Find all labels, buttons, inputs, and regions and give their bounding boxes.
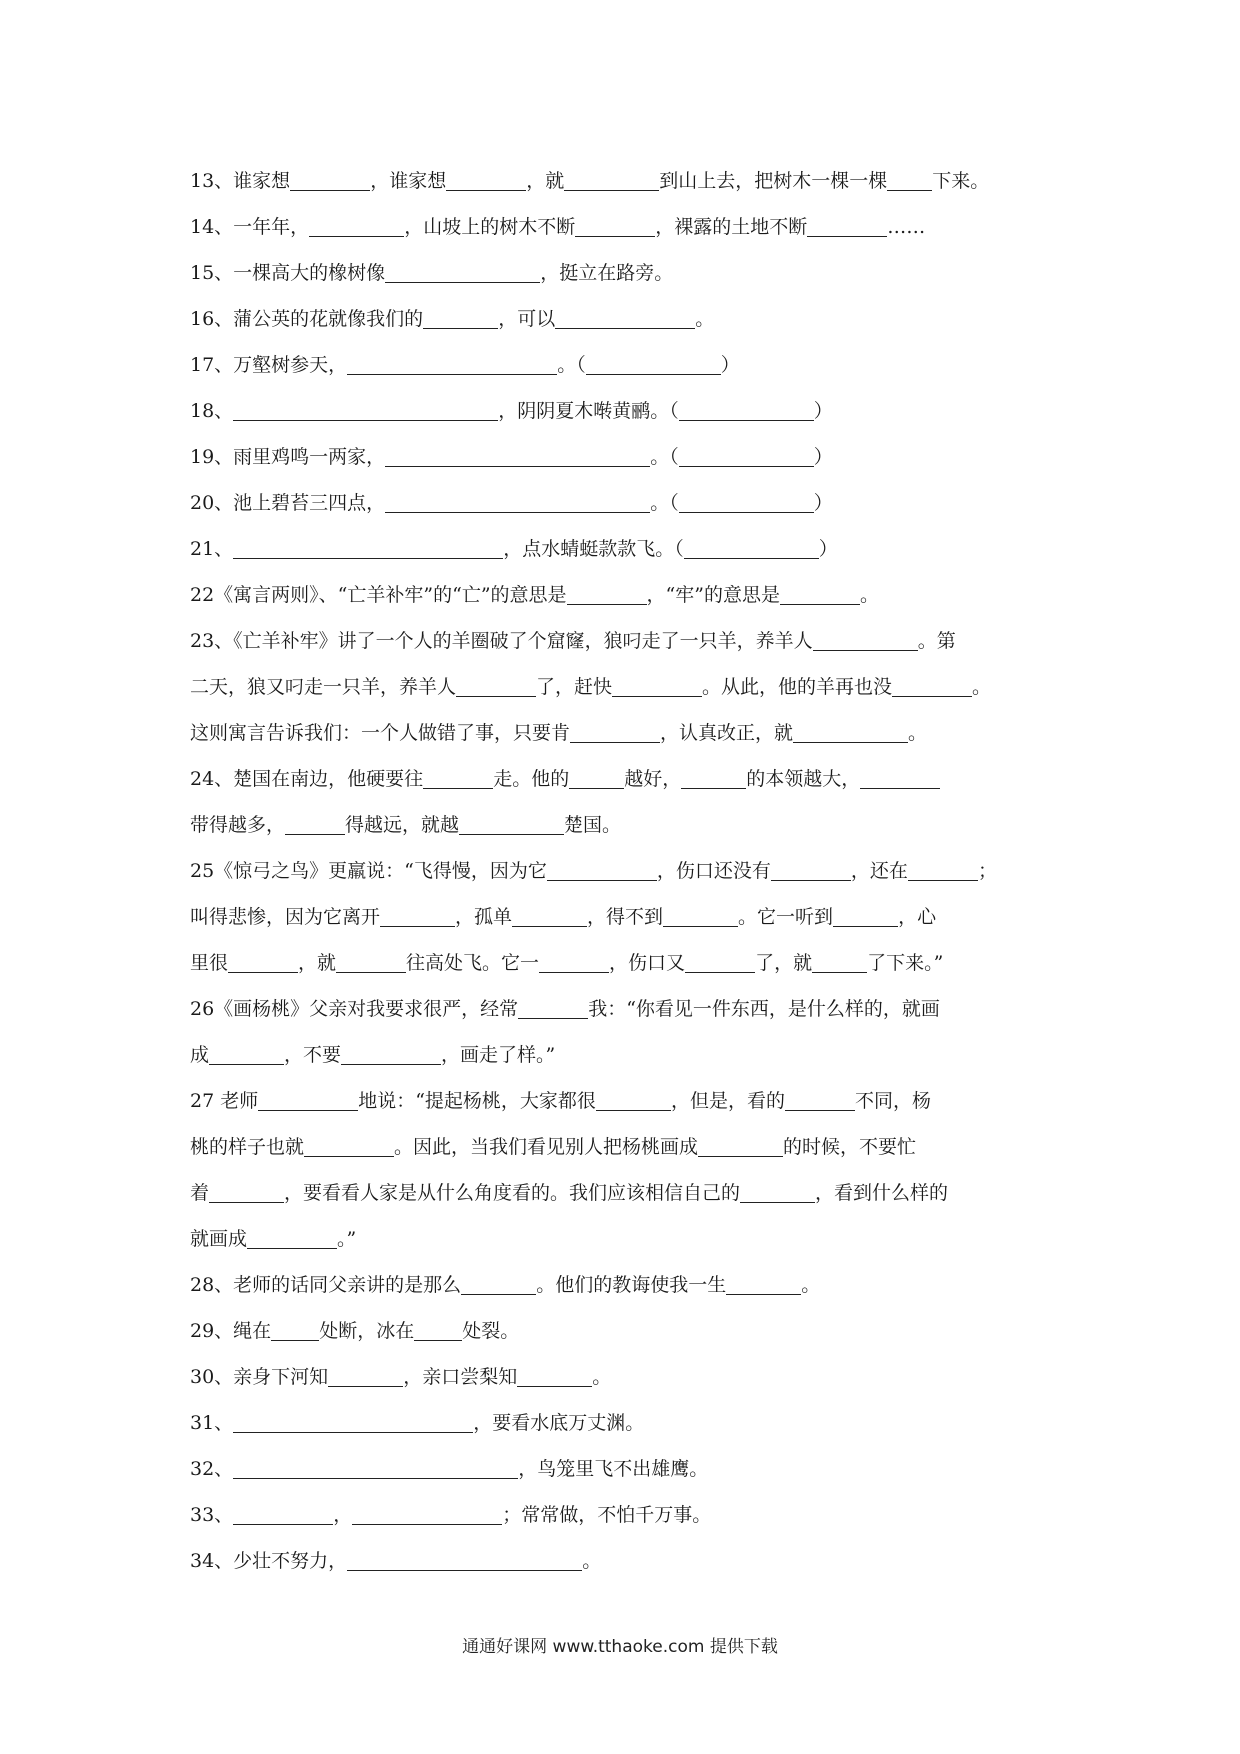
answer-blank[interactable] (233, 1456, 518, 1479)
question-33 (190, 1492, 1060, 1538)
answer-blank[interactable] (564, 168, 659, 191)
answer-blank[interactable] (385, 490, 650, 513)
text: 走。他的 (493, 768, 570, 790)
question-24-cont (190, 802, 1060, 848)
answer-blank[interactable] (793, 720, 908, 743)
text: ，伤口又 (609, 952, 686, 974)
question-20 (190, 480, 1060, 526)
text: 26《画杨桃》父亲对我要求很严，经常 (190, 998, 519, 1020)
text: ，得不到 (587, 906, 664, 928)
answer-blank[interactable] (290, 168, 370, 191)
text: …… (887, 216, 926, 238)
text: 。” (337, 1228, 357, 1250)
answer-blank[interactable] (347, 1548, 582, 1571)
text: 19、雨里鸡鸣一两家， (190, 446, 386, 468)
answer-blank[interactable] (684, 536, 819, 559)
answer-blank[interactable] (233, 398, 498, 421)
answer-blank[interactable] (209, 1180, 284, 1203)
text: ） (818, 538, 838, 560)
answer-blank[interactable] (233, 1410, 473, 1433)
text: 着 (190, 1182, 210, 1204)
question-13 (190, 158, 1060, 204)
question-25 (190, 848, 1060, 894)
answer-blank[interactable] (740, 1180, 815, 1203)
text: ，就 (526, 170, 565, 192)
answer-blank[interactable] (726, 1272, 801, 1295)
text: ， (333, 1504, 353, 1526)
answer-blank[interactable] (780, 582, 860, 605)
answer-blank[interactable] (771, 858, 851, 881)
answer-blank[interactable] (228, 950, 298, 973)
answer-blank[interactable] (570, 720, 660, 743)
text: 我：“你看见一件东西，是什么样的，就画 (588, 998, 940, 1020)
answer-blank[interactable] (233, 1502, 333, 1525)
text: 。（ (650, 492, 679, 514)
answer-blank[interactable] (908, 858, 978, 881)
footer-download-note: 通通好课网 www.tthaoke.com 提供下载 (462, 1637, 778, 1657)
text: ，鸟笼里飞不出雄鹰。 (518, 1458, 709, 1480)
text: ，孤单 (455, 906, 513, 928)
text: 这则寓言告诉我们：一个人做错了事，只要肯 (190, 722, 571, 744)
text: ） (813, 492, 833, 514)
text: ，但是，看的 (670, 1090, 785, 1112)
answer-blank[interactable] (258, 1088, 358, 1111)
text: ） (813, 446, 833, 468)
question-14 (190, 204, 1060, 250)
answer-blank[interactable] (812, 950, 867, 973)
text: 34、少壮不努力， (190, 1550, 348, 1572)
answer-blank[interactable] (518, 996, 588, 1019)
answer-blank[interactable] (517, 1364, 592, 1387)
text: 27 老师 (190, 1090, 259, 1112)
answer-blank[interactable] (663, 904, 738, 927)
text: ；常常做，不怕千万事。 (502, 1504, 712, 1526)
text: 得越远，就越 (345, 814, 460, 836)
text: 。从此，他的羊再也没 (702, 676, 893, 698)
text: 24、楚国在南边，他硬要往 (190, 768, 424, 790)
answer-blank[interactable] (459, 812, 564, 835)
answer-blank[interactable] (512, 904, 587, 927)
text: 。它一听到 (738, 906, 834, 928)
question-22 (190, 572, 1060, 618)
text: 。 (695, 308, 715, 330)
text: 。第 (917, 630, 956, 652)
text: ，谁家想 (370, 170, 447, 192)
answer-blank[interactable] (423, 766, 493, 789)
text: 了，就 (755, 952, 813, 974)
text: 18、 (190, 400, 234, 422)
text: ，要看水底万丈渊。 (473, 1412, 645, 1434)
text: 的时候，不要忙 (783, 1136, 917, 1158)
answer-blank[interactable] (785, 1088, 855, 1111)
answer-blank[interactable] (423, 306, 498, 329)
answer-blank[interactable] (681, 766, 746, 789)
text: ，看到什么样的 (815, 1182, 949, 1204)
answer-blank[interactable] (271, 1318, 319, 1341)
text: 了下来。” (867, 952, 944, 974)
question-21 (190, 526, 1060, 572)
answer-blank[interactable] (414, 1318, 462, 1341)
question-24 (190, 756, 1060, 802)
text: 了，赶快 (536, 676, 613, 698)
text: 。（ (557, 354, 586, 376)
text: 17、万壑树参天， (190, 354, 348, 376)
answer-blank[interactable] (336, 950, 406, 973)
text: 23、《亡羊补牢》讲了一个人的羊圈破了个窟窿，狼叼走了一只羊，养羊人 (190, 630, 813, 652)
text: 带得越多， (190, 814, 286, 836)
text: 处断，冰在 (319, 1320, 415, 1342)
text: 31、 (190, 1412, 234, 1434)
answer-blank[interactable] (461, 1272, 536, 1295)
text: 的本领越大， (746, 768, 861, 790)
answer-blank[interactable] (547, 858, 657, 881)
text: 16、蒲公英的花就像我们的 (190, 308, 424, 330)
answer-blank[interactable] (679, 444, 814, 467)
text: 29、绳在 (190, 1320, 272, 1342)
answer-blank[interactable] (813, 628, 918, 651)
answer-blank[interactable] (685, 950, 755, 973)
answer-blank[interactable] (309, 214, 404, 237)
fill-in-questions (190, 158, 1060, 1584)
text: 25《惊弓之鸟》更羸说：“飞得慢，因为它 (190, 860, 547, 882)
text: 越好， (624, 768, 682, 790)
text: 。（ (650, 446, 679, 468)
question-18 (190, 388, 1060, 434)
text: 不同，杨 (854, 1090, 931, 1112)
question-27-cont-3 (190, 1216, 1060, 1262)
question-34 (190, 1538, 1060, 1584)
answer-blank[interactable] (555, 306, 695, 329)
text: 。因此，当我们看见别人把杨桃画成 (394, 1136, 699, 1158)
text: ，挺立在路旁。 (540, 262, 674, 284)
answer-blank[interactable] (304, 1134, 394, 1157)
text: 。 (582, 1550, 602, 1572)
question-27 (190, 1078, 1060, 1124)
text: 28、老师的话同父亲讲的是那么 (190, 1274, 462, 1296)
answer-blank[interactable] (341, 1042, 441, 1065)
text: 就画成 (190, 1228, 248, 1250)
text: 15、一棵高大的橡树像 (190, 262, 386, 284)
text: 。他们的教诲使我一生 (536, 1274, 727, 1296)
text: ，就 (298, 952, 337, 974)
text: ，要看看人家是从什么角度看的。我们应该相信自己的 (284, 1182, 741, 1204)
question-30 (190, 1354, 1060, 1400)
answer-blank[interactable] (833, 904, 898, 927)
text: ，山坡上的树木不断 (404, 216, 576, 238)
text: 22《寓言两则》、“亡羊补牢”的“亡”的意思是 (190, 584, 567, 606)
text: 地说：“提起杨桃，大家都很 (358, 1090, 596, 1112)
question-28 (190, 1262, 1060, 1308)
text: ，心 (898, 906, 937, 928)
text: ，画走了样。” (441, 1044, 556, 1066)
text: 。 (801, 1274, 821, 1296)
text: 20、池上碧苔三四点， (190, 492, 386, 514)
answer-blank[interactable] (456, 674, 536, 697)
text: 桃的样子也就 (190, 1136, 305, 1158)
text: 。 (908, 722, 928, 744)
answer-blank[interactable] (352, 1502, 502, 1525)
question-29 (190, 1308, 1060, 1354)
question-27-cont-2 (190, 1170, 1060, 1216)
question-15 (190, 250, 1060, 296)
text: 楚国。 (564, 814, 622, 836)
answer-blank[interactable] (247, 1226, 337, 1249)
text: 处裂。 (462, 1320, 520, 1342)
text: 往高处飞。它一 (406, 952, 540, 974)
answer-blank[interactable] (233, 536, 503, 559)
answer-blank[interactable] (285, 812, 345, 835)
question-25-cont-2 (190, 940, 1060, 986)
text: 。 (592, 1366, 612, 1388)
text: ，不要 (284, 1044, 342, 1066)
answer-blank[interactable] (892, 674, 972, 697)
text: 到山上去，把树木一棵一棵 (659, 170, 888, 192)
text: ） (813, 400, 833, 422)
question-26-cont (190, 1032, 1060, 1078)
text: 叫得悲惨，因为它离开 (190, 906, 381, 928)
answer-blank[interactable] (328, 1364, 403, 1387)
question-23-cont-2 (190, 710, 1060, 756)
question-26 (190, 986, 1060, 1032)
answer-blank[interactable] (860, 766, 940, 789)
text: ，“牢”的意思是 (646, 584, 780, 606)
answer-blank[interactable] (209, 1042, 284, 1065)
question-25-cont-1 (190, 894, 1060, 940)
text: ，裸露的土地不断 (655, 216, 808, 238)
question-32 (190, 1446, 1060, 1492)
question-19 (190, 434, 1060, 480)
answer-blank[interactable] (698, 1134, 783, 1157)
text: ，可以 (498, 308, 556, 330)
answer-blank[interactable] (347, 352, 557, 375)
answer-blank[interactable] (446, 168, 526, 191)
answer-blank[interactable] (567, 582, 647, 605)
text: ，阴阴夏木啭黄鹂。（ (498, 400, 679, 422)
text: 二天，狼又叼走一只羊，养羊人 (190, 676, 457, 698)
text: ，点水蜻蜓款款飞。（ (503, 538, 684, 560)
answer-blank[interactable] (679, 490, 814, 513)
answer-blank[interactable] (596, 1088, 671, 1111)
answer-blank[interactable] (380, 904, 455, 927)
answer-blank[interactable] (569, 766, 624, 789)
text: ） (720, 354, 740, 376)
answer-blank[interactable] (586, 352, 721, 375)
text: 32、 (190, 1458, 234, 1480)
question-16 (190, 296, 1060, 342)
answer-blank[interactable] (575, 214, 655, 237)
text: 里很 (190, 952, 229, 974)
answer-blank[interactable] (539, 950, 609, 973)
question-23 (190, 618, 1060, 664)
text: 14、一年年， (190, 216, 310, 238)
answer-blank[interactable] (385, 260, 540, 283)
text: 。 (859, 584, 879, 606)
text: ，亲口尝梨知 (403, 1366, 518, 1388)
text: 成 (190, 1044, 210, 1066)
question-27-cont-1 (190, 1124, 1060, 1170)
text: 。 (972, 676, 992, 698)
answer-blank[interactable] (887, 168, 932, 191)
text: ，认真改正，就 (660, 722, 794, 744)
question-31 (190, 1400, 1060, 1446)
text: 21、 (190, 538, 234, 560)
text: ，伤口还没有 (656, 860, 771, 882)
answer-blank[interactable] (385, 444, 650, 467)
text: 13、谁家想 (190, 170, 291, 192)
answer-blank[interactable] (679, 398, 814, 421)
answer-blank[interactable] (612, 674, 702, 697)
question-23-cont-1 (190, 664, 1060, 710)
text: 33、 (190, 1504, 234, 1526)
answer-blank[interactable] (807, 214, 887, 237)
text: ，还在 (850, 860, 908, 882)
text: 30、亲身下河知 (190, 1366, 329, 1388)
text: ； (977, 860, 997, 882)
question-17 (190, 342, 1060, 388)
text: 下来。 (932, 170, 990, 192)
